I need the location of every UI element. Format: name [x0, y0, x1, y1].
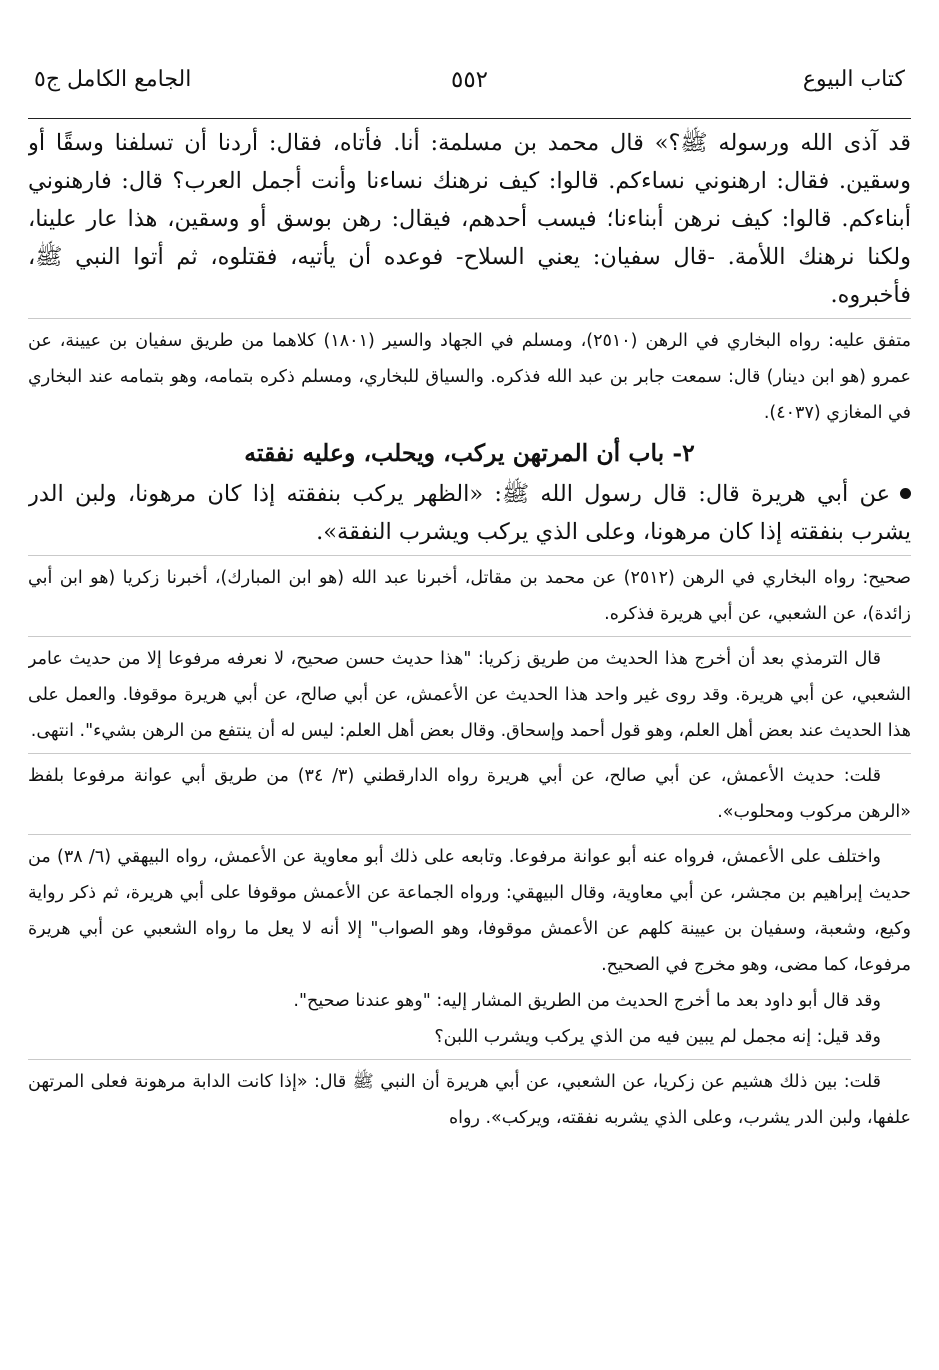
header-divider: [28, 118, 911, 119]
commentary-paragraph: قلت: حديث الأعمش، عن أبي صالح، عن أبي هريرة رواه الدارقطني (٣/ ٣٤) من طريق أبي عوانة مرفوعا بلفظ «الرهن مركوب ومحلوب».: [28, 766, 911, 822]
document-page: [28, 58, 911, 1358]
section-divider: [28, 318, 911, 319]
section-divider: [28, 834, 911, 835]
collection-title: الجامع الكامل ج٥: [34, 67, 192, 92]
sahih-note: صحيح: رواه البخاري في الرهن (٢٥١٢) عن محمد بن مقاتل، أخبرنا عبد الله (هو ابن المبارك)، أخبرنا زكريا (هو ابن أبي زائدة)، عن الشعبي، عن أبي هريرة فذكره.: [28, 568, 911, 624]
page-number: ٥٥٢: [450, 67, 489, 93]
page-header: [28, 58, 911, 102]
tirmidhi-comment: قال الترمذي بعد أن أخرج هذا الحديث من طريق زكريا: "هذا حديث حسن صحيح، لا نعرفه مرفوعا إلا من حديث عامر الشعبي، عن أبي هريرة. وقد روى غير واحد هذا الحديث عن الأعمش، عن أبي صالح، عن أبي هريرة موقوفا. والعمل على هذا الحديث عند بعض أهل العلم، وهو قول أحمد وإسحاق. وقال بعض أهل العلم: ليس له أن ينتفع من الرهن بشيء". انتهى.: [28, 649, 911, 741]
section-divider: [28, 1059, 911, 1060]
section-divider: [28, 555, 911, 556]
hadith-text: [28, 475, 911, 551]
page-body: [28, 124, 911, 1358]
takhrij-note: متفق عليه: رواه البخاري في الرهن (٢٥١٠)، ومسلم في الجهاد والسير (١٨٠١) كلاهما من طريق سفيان بن عيينة، عن عمرو (هو ابن دينار) قال: سمعت جابر بن عبد الله فذكره. والسياق للبخاري، ومسلم ذكره بتمامه، وهو بتمامه عند البخاري في المغازي (٤٠٣٧).: [28, 331, 911, 423]
chapter-heading: ٢- باب أن المرتهن يركب، ويحلب، وعليه نفقته: [244, 439, 695, 467]
commentary-paragraph: وقد قال أبو داود بعد ما أخرج الحديث من الطريق المشار إليه: "وهو عندنا صحيح".: [293, 991, 881, 1011]
commentary-paragraph: واختلف على الأعمش، فرواه عنه أبو عوانة مرفوعا. وتابعه على ذلك أبو معاوية عن الأعمش، رواه البيهقي (٦/ ٣٨) من حديث إبراهيم بن مجشر، عن أبي معاوية، وقال البيهقي: ورواه الجماعة عن الأعمش موقوفا على أبي هريرة، ثم ذكر رواية وكيع، وشعبة، وسفيان بن عيينة كلهم عن الأعمش موقوفا، وهو الصواب" إلا أنه لا يعل ما رواه الشعبي عن أبي هريرة مرفوعا، كما مضى، وهو مخرج في الصحيح.: [28, 847, 911, 975]
section-divider: [28, 636, 911, 637]
hadith-body: عن أبي هريرة قال: قال رسول الله ﷺ: «الظهر يركب بنفقته إذا كان مرهونا، ولبن الدر يشرب بنفقته إذا كان مرهونا، وعلى الذي يركب ويشرب النفقة».: [28, 481, 911, 545]
commentary-paragraph: قلت: بين ذلك هشيم عن زكريا، عن الشعبي، عن أبي هريرة أن النبي ﷺ قال: «إذا كانت الدابة مرهونة فعلى المرتهن علفها، ولبن الدر يشرب، وعلى الذي يشربه نفقته، ويركب». رواه: [28, 1072, 911, 1128]
section-divider: [28, 753, 911, 754]
bullet-icon: [900, 488, 911, 499]
hadith-text: قد آذى الله ورسوله ﷺ؟» قال محمد بن مسلمة: أنا. فأتاه، فقال: أردنا أن تسلفنا وسقًا أو وسقين. فقال: ارهنوني نساءكم. قالوا: كيف نرهنك نساءنا وأنت أجمل العرب؟ قال: فارهنوني أبناءكم. قالوا: كيف نرهن أبناءنا؛ فيسب أحدهم، فيقال: رهن بوسق أو وسقين، هذا عار علينا، ولكنا نرهنك اللأمة. -قال سفيان: يعني السلاح- فوعده أن يأتيه، فقتلوه، ثم أتوا النبي ﷺ، فأخبروه.: [28, 130, 911, 308]
commentary-paragraph: وقد قيل: إنه مجمل لم يبين فيه من الذي يركب ويشرب اللبن؟: [434, 1027, 881, 1047]
book-title: كتاب البيوع: [802, 67, 905, 92]
